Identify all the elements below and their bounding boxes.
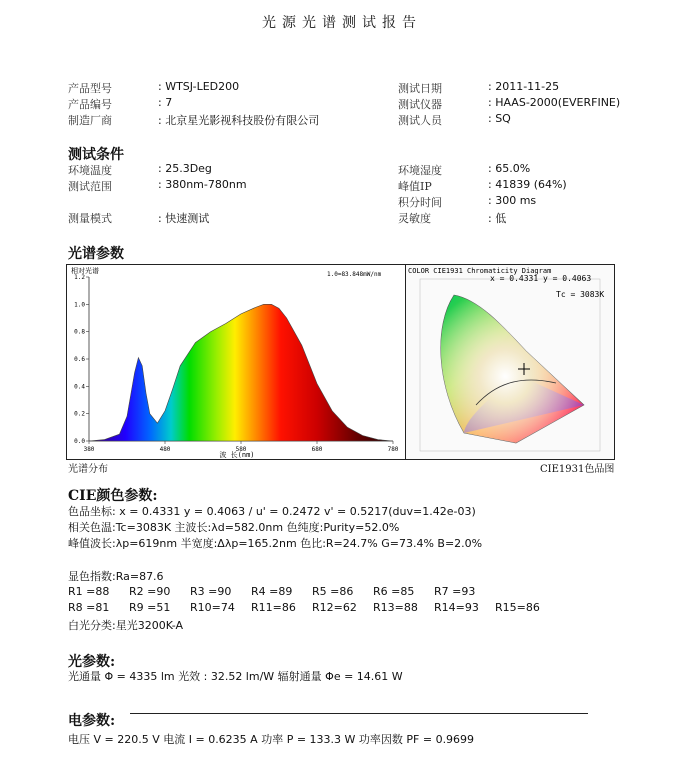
cri-value: R3 =90 <box>190 585 232 598</box>
cie-line-3: 峰值波长:λp=619nm 半宽度:Δλp=165.2nm 色比:R=24.7% G=73.4% B=2.0% <box>68 537 483 550</box>
label-ambient-temp: 环境温度 <box>68 164 112 177</box>
photometric-heading: 光参数: <box>68 654 116 670</box>
y-tick-label: 0.2 <box>74 410 85 418</box>
label-sensitivity: 灵敏度 <box>398 212 431 225</box>
y-tick-label: 1.2 <box>74 274 85 281</box>
value-peak-ip: : 41839 (64%) <box>488 178 567 191</box>
label-manufacturer: 制造厂商 <box>68 114 112 127</box>
label-test-range: 测试范围 <box>68 180 112 193</box>
cie-xy-readout: x = 0.4331 y = 0.4063 <box>490 274 592 283</box>
value-serial: : 7 <box>158 96 173 109</box>
photometric-line: 光通量 Φ = 4335 lm 光效 : 32.52 lm/W 辐射通量 Φe = 14.61 W <box>68 670 403 683</box>
chart-annotation: 1.0=83.848mW/nm <box>327 271 382 278</box>
cie-line-1: 色品坐标: x = 0.4331 y = 0.4063 / u' = 0.2472 v' = 0.5217(duv=1.42e-03) <box>68 505 476 518</box>
value-ambient-temp: : 25.3Deg <box>158 162 212 175</box>
label-humidity: 环境湿度 <box>398 164 442 177</box>
x-tick-label: 480 <box>159 446 171 453</box>
electrical-divider <box>130 713 588 714</box>
cri-value: R10=74 <box>190 601 235 614</box>
value-tester: : SQ <box>488 112 511 125</box>
value-humidity: : 65.0% <box>488 162 531 175</box>
label-test-date: 测试日期 <box>398 82 442 95</box>
conditions-heading: 测试条件 <box>68 147 124 163</box>
label-peak-ip: 峰值IP <box>398 180 432 193</box>
label-tester: 测试人员 <box>398 114 442 127</box>
cri-value: R9 =51 <box>129 601 171 614</box>
spectrum-caption: 光谱分布 <box>68 464 108 475</box>
y-tick-label: 1.0 <box>74 301 85 309</box>
chart-xlabel: 波 长(nm) <box>219 451 255 459</box>
y-tick-label: 0.8 <box>74 328 85 336</box>
value-measure-mode: : 快速测试 <box>158 212 210 225</box>
x-tick-label: 580 <box>235 446 247 453</box>
electrical-heading: 电参数: <box>68 713 116 729</box>
cie-diagram <box>406 265 614 459</box>
cie-params-heading: CIE颜色参数: <box>68 488 158 504</box>
label-measure-mode: 测量模式 <box>68 212 112 225</box>
spectrum-heading: 光谱参数 <box>68 246 124 262</box>
cri-ra: 显色指数:Ra=87.6 <box>68 570 164 583</box>
cri-value: R15=86 <box>495 601 540 614</box>
value-test-range: : 380nm-780nm <box>158 178 247 191</box>
cri-value: R2 =90 <box>129 585 171 598</box>
value-model: : WTSJ-LED200 <box>158 80 240 93</box>
cri-value: R12=62 <box>312 601 357 614</box>
spectrum-curve <box>89 304 393 441</box>
value-test-date: : 2011-11-25 <box>488 80 560 93</box>
white-classification: 白光分类:星光3200K-A <box>68 619 184 632</box>
value-instrument: : HAAS-2000(EVERFINE) <box>488 96 621 109</box>
cri-value: R14=93 <box>434 601 479 614</box>
page-title: 光源光谱测试报告 <box>262 15 422 31</box>
chart-title: 相对光谱 <box>71 267 99 275</box>
value-sensitivity: : 低 <box>488 212 507 225</box>
x-tick-label: 780 <box>387 446 399 453</box>
label-integration-time: 积分时间 <box>398 196 442 209</box>
electrical-line: 电压 V = 220.5 V 电流 I = 0.6235 A 功率 P = 133.3 W 功率因数 PF = 0.9699 <box>68 733 475 746</box>
cie-header: COLOR CIE1931 Chromaticity Diagram <box>408 267 552 275</box>
label-model: 产品型号 <box>68 82 112 95</box>
y-tick-label: 0.4 <box>74 383 85 391</box>
y-tick-label: 0.0 <box>74 438 85 445</box>
cri-value: R6 =85 <box>373 585 415 598</box>
value-integration-time: : 300 ms <box>488 194 537 207</box>
x-tick-label: 680 <box>311 446 323 453</box>
x-tick-label: 380 <box>83 446 95 453</box>
cri-value: R8 =81 <box>68 601 110 614</box>
value-manufacturer: : 北京星光影视科技股份有限公司 <box>158 114 320 127</box>
cri-value: R5 =86 <box>312 585 354 598</box>
cie-tc-readout: Tc = 3083K <box>556 290 605 299</box>
y-tick-label: 0.6 <box>74 356 85 363</box>
cri-value: R7 =93 <box>434 585 476 598</box>
cri-value: R11=86 <box>251 601 296 614</box>
label-instrument: 测试仪器 <box>398 98 442 111</box>
cie-line-2: 相关色温:Tc=3083K 主波长:λd=582.0nm 色纯度:Purity=52.0% <box>68 521 400 534</box>
cri-value: R1 =88 <box>68 585 110 598</box>
cri-value: R13=88 <box>373 601 418 614</box>
spectrum-chart <box>67 265 405 459</box>
cie-caption: CIE1931色品图 <box>540 464 615 475</box>
cie-diagram-frame <box>405 264 615 460</box>
label-serial: 产品编号 <box>68 98 112 111</box>
spectrum-chart-frame <box>66 264 406 460</box>
cri-value: R4 =89 <box>251 585 293 598</box>
